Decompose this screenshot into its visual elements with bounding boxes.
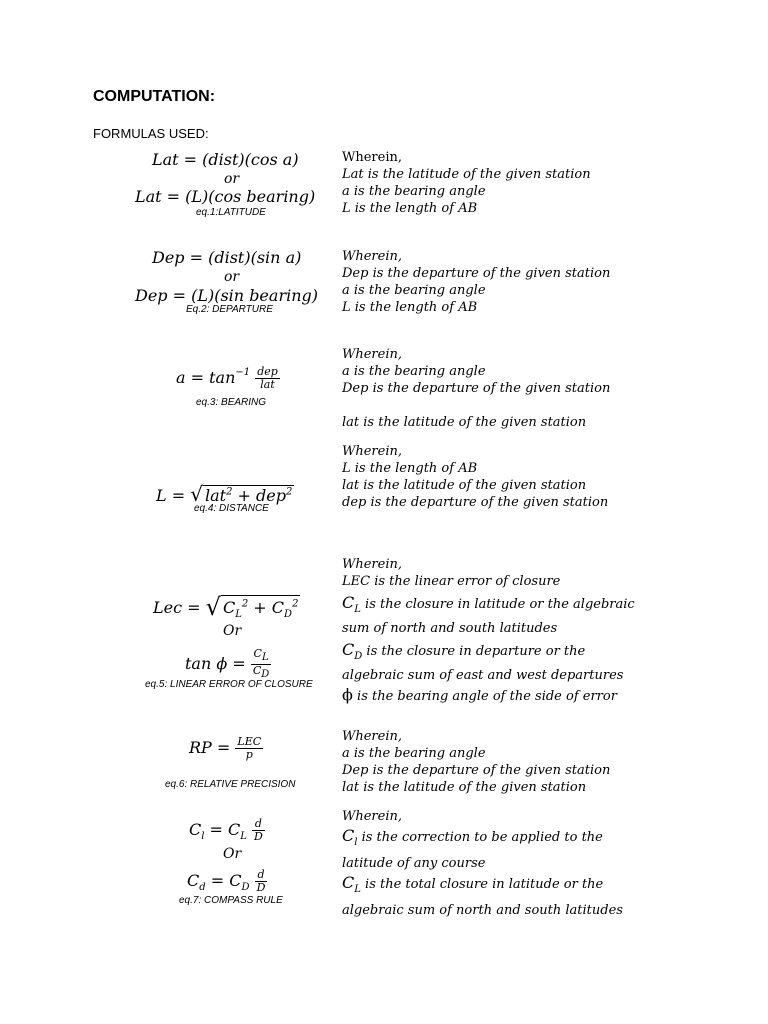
eq4-caption: eq.4: DISTANCE	[194, 503, 269, 514]
eq7-or: Or	[223, 846, 242, 862]
eq5-or: Or	[223, 623, 242, 639]
eq6-fraction: $\frac{\text{LEC}}{p}$	[237, 735, 262, 761]
eq3-formula: $a = \tan^{-1}$ $\frac{\text{dep}}{\text{lat}}$	[176, 365, 278, 391]
eq2-or: or	[224, 269, 240, 285]
eq3-caption: eq.3: BEARING	[196, 397, 267, 408]
eq1-caption: eq.1:LATITUDE	[196, 207, 266, 218]
eq6-formula: RP = $\frac{\text{LEC}}{p}$	[189, 735, 262, 761]
eq6-description: Wherein, a is the bearing angle Dep is the departure of the given station lat is the latitude of the given station	[342, 729, 611, 795]
eq2-formula-line1: Dep = (dist)(sin a)	[152, 248, 302, 267]
eq5-caption: eq.5: LINEAR ERROR OF CLOSURE	[145, 679, 313, 690]
eq4-formula: L = √ lat$^2$ + dep$^2$	[156, 482, 293, 506]
eq1-or: or	[224, 171, 240, 187]
eq5-description: Wherein, LEC is the linear error of closure $C_L$ is the closure in latitude or the algebraic sum of north and south latitudes $C_D$ is the closure in departure or the algebraic sum of east and west departures ϕ is the bearing angle of the side of error	[342, 557, 635, 705]
eq1-formula-line2: Lat = (L)(cos bearing)	[135, 187, 316, 206]
eq7-formula-line1: $C_l = C_L$ $\frac{d}{D}$	[189, 817, 263, 843]
eq7-caption: eq.7: COMPASS RULE	[179, 895, 283, 906]
eq3-description: Wherein, a is the bearing angle Dep is the departure of the given station lat is the latitude of the given station	[342, 347, 611, 430]
formulas-subheading: FORMULAS USED:	[93, 126, 209, 141]
eq1-description: Wherein, Lat is the latitude of the given station a is the bearing angle L is the length of AB	[342, 150, 591, 216]
eq6-caption: eq.6: RELATIVE PRECISION	[165, 779, 296, 790]
eq7-formula-line2: $C_d = C_D$ $\frac{d}{D}$	[187, 868, 266, 894]
eq1-formula-line1: Lat = (dist)(cos a)	[152, 150, 299, 169]
eq2-description: Wherein, Dep is the departure of the given station a is the bearing angle L is the length of AB	[342, 249, 611, 315]
eq4-description: Wherein, L is the length of AB lat is the latitude of the given station dep is the departure of the given station	[342, 444, 609, 510]
eq7-description: Wherein, $C_l$ is the correction to be applied to the latitude of any course $C_L$ is the total closure in latitude or the algebraic sum of north and south latitudes	[342, 809, 623, 919]
page-title: COMPUTATION:	[93, 88, 216, 105]
eq5-tan-formula: tan ϕ = $\frac{C_L}{C_D}$	[185, 647, 270, 681]
eq2-formula-line2: Dep = (L)(sin bearing)	[135, 286, 318, 305]
eq3-fraction: $\frac{\text{dep}}{\text{lat}}$	[257, 365, 278, 391]
eq5-formula: Lec = √ $C_L^2 + C_D^2$	[153, 593, 299, 621]
eq2-caption: Eq.2: DEPARTURE	[186, 304, 273, 315]
